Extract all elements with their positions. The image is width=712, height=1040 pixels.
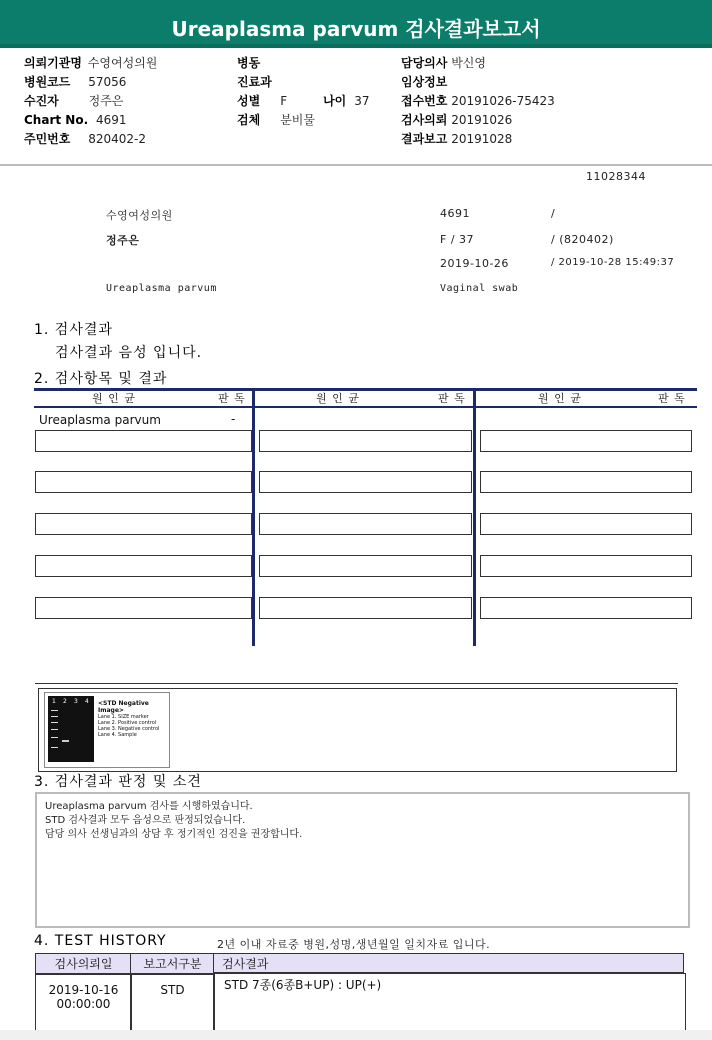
receipt-value: 20191026-75423 xyxy=(451,94,555,108)
clinical-label: 임상정보 xyxy=(401,75,448,89)
history-type: STD xyxy=(160,983,185,997)
opinion-line: Ureaplasma parvum 검사를 시행하였습니다. xyxy=(45,801,253,812)
label-chart: 4691 xyxy=(440,207,470,220)
gel-image xyxy=(44,692,170,768)
age-value: 37 xyxy=(354,94,370,108)
label-collect-date: 2019-10-26 xyxy=(440,257,509,270)
barcode-number: 11028344 xyxy=(586,170,646,183)
col-header-organism-1: 원 인 균 xyxy=(92,392,136,405)
history-type-cell xyxy=(130,973,215,1031)
label-sex-age: F / 37 xyxy=(440,233,475,246)
hospital-code-value: 57056 xyxy=(88,75,127,89)
result-cell xyxy=(480,513,692,535)
gel-legend-item: Lane 4. Sample xyxy=(98,732,137,738)
bottom-page-edge xyxy=(0,1030,712,1040)
report-title-bar xyxy=(0,0,712,48)
doctor-value: 박신영 xyxy=(451,56,486,70)
request-value: 20191026 xyxy=(451,113,513,127)
organism-name: Ureaplasma parvum xyxy=(39,413,161,427)
result-cell xyxy=(35,597,252,619)
report-value: 20191028 xyxy=(451,132,513,146)
gel-legend xyxy=(98,714,159,738)
chart-value: 4691 xyxy=(95,113,127,127)
history-result-cell xyxy=(213,973,686,1031)
opinion-box xyxy=(35,792,690,928)
history-date-cell xyxy=(35,973,132,1031)
label-report-datetime: / 2019-10-28 15:49:37 xyxy=(551,257,675,268)
patient-value: 정주은 xyxy=(88,94,124,108)
result-cell xyxy=(35,513,252,535)
col-header-organism-2: 원 인 균 xyxy=(316,392,360,405)
result-cell xyxy=(259,597,472,619)
opinion-line: STD 검사결과 모두 음성으로 판정되었습니다. xyxy=(45,815,246,826)
history-col-date: 검사의뢰일 xyxy=(35,953,132,975)
header-divider xyxy=(0,164,712,166)
history-date: 2019-10-16 xyxy=(48,983,119,997)
result-cell xyxy=(480,471,692,493)
result-cell xyxy=(35,555,252,577)
gel-title: <STD Negative Image> xyxy=(98,700,149,714)
gel-photo xyxy=(48,696,94,762)
resident-value: 820402-2 xyxy=(88,132,146,146)
institution-value: 수영여성의원 xyxy=(87,56,158,70)
specimen-label: 검체 xyxy=(237,113,261,127)
label-test: Ureaplasma parvum xyxy=(106,283,217,294)
specimen-value: 분비물 xyxy=(280,113,315,127)
marker-band xyxy=(51,710,58,711)
label-patient: 정주은 xyxy=(106,234,140,247)
col-header-judgement-2: 판 독 xyxy=(438,392,466,405)
marker-band xyxy=(51,716,58,717)
result-cell xyxy=(259,555,472,577)
col-header-judgement-1: 판 독 xyxy=(218,392,246,405)
request-label: 검사의뢰 xyxy=(401,113,448,127)
results-table-divider-1 xyxy=(252,388,255,646)
age-label: 나이 xyxy=(323,94,347,108)
hospital-code-label: 병원코드 xyxy=(24,75,71,89)
marker-band xyxy=(51,737,58,738)
gel-legend-item: Lane 3. Negative control xyxy=(98,726,160,732)
doctor-label: 담당의사 xyxy=(401,56,448,70)
receipt-label: 접수번호 xyxy=(401,94,448,108)
result-cell xyxy=(480,555,692,577)
result-cell xyxy=(259,513,472,535)
section4-title: 4. TEST HISTORY xyxy=(34,933,167,949)
marker-band xyxy=(51,729,58,730)
result-cell xyxy=(480,430,692,452)
results-table-header-rule xyxy=(34,406,697,408)
resident-label: 주민번호 xyxy=(24,132,71,146)
col-header-judgement-3: 판 독 xyxy=(658,392,686,405)
label-slash: / xyxy=(551,207,556,220)
history-col-type: 보고서구분 xyxy=(130,953,215,975)
sex-value: F xyxy=(280,94,288,108)
results-table-divider-2 xyxy=(473,388,476,646)
col-header-organism-3: 원 인 균 xyxy=(538,392,582,405)
dept-label: 진료과 xyxy=(237,75,272,89)
section1-title: 1. 검사결과 xyxy=(34,322,113,338)
result-cell xyxy=(35,430,252,452)
gel-legend-item: Lane 2. Positive control xyxy=(98,720,157,726)
history-col-result: 검사결과 xyxy=(213,953,684,973)
opinion-text xyxy=(37,794,688,848)
lane-4-number: 4 xyxy=(85,698,89,705)
result-cell xyxy=(259,430,472,452)
label-institution: 수영여성의원 xyxy=(106,209,173,222)
title-bar-shadow xyxy=(0,44,712,48)
marker-band xyxy=(51,722,58,723)
chart-label: Chart No. xyxy=(24,113,89,127)
gel-legend-item: Lane 1. SIZE marker xyxy=(98,714,149,720)
report-title: Ureaplasma parvum 검사결과보고서 xyxy=(171,17,541,41)
section1-result: 검사결과 음성 입니다. xyxy=(55,345,203,361)
marker-band xyxy=(51,747,58,748)
label-specimen: Vaginal swab xyxy=(440,283,519,294)
lane-1-number: 1 xyxy=(52,698,56,705)
result-cell xyxy=(35,471,252,493)
opinion-line: 담당 의사 선생님과의 상담 후 정기적인 검진을 권장합니다. xyxy=(45,829,303,840)
result-cell xyxy=(480,597,692,619)
history-note: 2년 이내 자료중 병원,성명,생년월일 일치자료 입니다. xyxy=(217,938,491,951)
report-label: 결과보고 xyxy=(401,132,448,146)
info-col-2 xyxy=(237,54,370,130)
section2-title: 2. 검사항목 및 결과 xyxy=(34,371,168,387)
result-cell xyxy=(259,471,472,493)
patient-label: 수진자 xyxy=(24,94,59,108)
lane-3-number: 3 xyxy=(74,698,78,705)
sex-label: 성별 xyxy=(237,94,261,108)
institution-label: 의뢰기관명 xyxy=(24,56,82,70)
section3-title: 3. 검사결과 판정 및 소견 xyxy=(34,774,202,790)
history-time: 00:00:00 xyxy=(56,997,111,1011)
info-col-3 xyxy=(401,54,555,149)
positive-control-band xyxy=(62,740,69,742)
info-col-1 xyxy=(24,54,157,149)
gel-top-rule xyxy=(35,683,678,684)
history-result: STD 7종(6종B+UP) : UP(+) xyxy=(224,978,382,992)
organism-result: - xyxy=(231,412,236,426)
label-birth: / (820402) xyxy=(551,233,614,246)
ward-label: 병동 xyxy=(237,56,261,70)
lane-2-number: 2 xyxy=(63,698,67,705)
